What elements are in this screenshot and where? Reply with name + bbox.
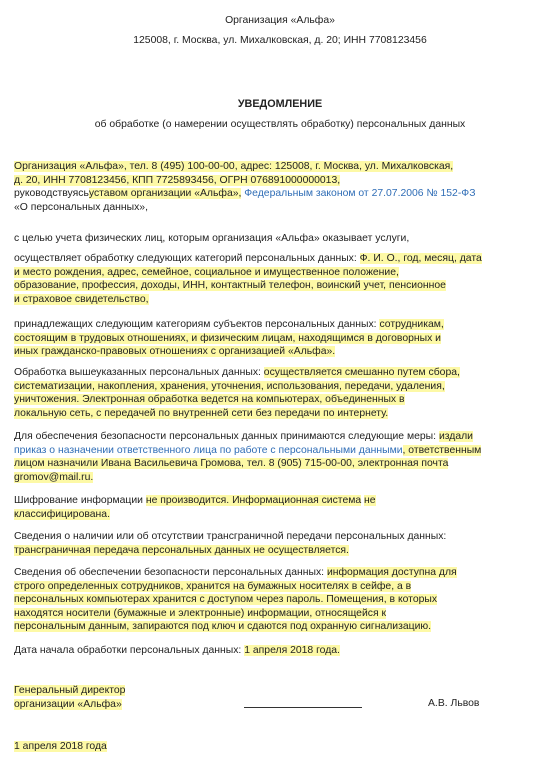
start-date-label: Дата начала обработки персональных данных: — [14, 645, 242, 656]
categories-intro: осуществляет обработку следующих категорий персональных данных: — [14, 253, 357, 264]
law-name: «О персональных данных», — [14, 201, 148, 213]
signer-name: А.В. Львов — [428, 698, 480, 709]
security-info-line-4: находятся носители (бумажные и электронные) информации, относящейся к — [14, 607, 387, 619]
signature-block — [14, 684, 544, 714]
header-address: 125008, г. Москва, ул. Михалковская, д. 20; ИНН 7708123456 — [133, 34, 427, 46]
paragraph-crossborder — [14, 530, 534, 557]
encryption-label: Шифрование информации — [14, 495, 143, 506]
paragraph-encryption — [14, 494, 534, 521]
paragraph-data-categories — [14, 252, 534, 306]
categories-line-4: и страховое свидетельство, — [14, 293, 149, 305]
paragraph-security-info — [14, 566, 534, 634]
measures-start: издали — [438, 431, 473, 442]
document-date: 1 апреля 2018 года — [14, 741, 107, 752]
signer-position-line-1: Генеральный директор — [14, 685, 126, 696]
security-info-intro: Сведения об обеспечении безопасности персональных данных: — [14, 567, 325, 578]
guided-by-text: руководствуясь — [14, 188, 89, 200]
charter-text: уставом организации «Альфа», — [88, 188, 242, 200]
paragraph-organization — [14, 160, 534, 214]
processing-line-2: систематизации, накопления, хранения, уточнения, использования, передачи, удаления, — [14, 380, 445, 392]
paragraph-processing — [14, 366, 534, 420]
subjects-line-2: состоящим в трудовых отношениях, и физическим лицам, находящимся в договорных и — [14, 332, 441, 344]
document-title-block — [0, 98, 560, 131]
federal-law-link[interactable]: Федеральным законом от 27.07.2006 № 152-ФЗ — [244, 188, 476, 200]
signer-position-line-2: организации «Альфа» — [14, 698, 122, 710]
paragraph-purpose — [14, 232, 534, 246]
processing-line-3: уничтожения. Электронная обработка ведется на компьютерах, объединенных в — [14, 394, 405, 406]
categories-line-3: образование, профессия, доходы, ИНН, контактный телефон, воинский учет, пенсионное — [14, 280, 446, 292]
header-org: Организация «Альфа» — [225, 15, 335, 26]
paragraph-subjects — [14, 318, 534, 359]
start-date-value: 1 апреля 2018 года. — [244, 645, 340, 656]
crossborder-label: Сведения о наличии или об отсутствии трансграничной передачи персональных данных: — [14, 531, 447, 542]
document-title: УВЕДОМЛЕНИЕ — [237, 98, 323, 110]
classification-value: классифицирована. — [14, 508, 110, 520]
signature-line — [244, 697, 362, 708]
security-info-line-5: персональным данным, запираются под ключ и сдаются под охранную сигнализацию. — [14, 621, 432, 633]
encryption-value: не производится. Информационная система — [145, 495, 362, 506]
crossborder-value: трансграничная передача персональных данных не осуществляется. — [14, 544, 349, 556]
subjects-intro: принадлежащих следующим категориям субъектов персональных данных: — [14, 319, 377, 330]
document-date-block — [14, 740, 534, 754]
org-details-line-2: д. 20, ИНН 7708123456, КПП 7725893456, ОГРН 076891000000013, — [14, 174, 341, 186]
subjects-line-3: иных гражданско-правовых отношениях с организацией «Альфа». — [14, 346, 336, 358]
order-link[interactable]: приказ о назначении ответственного лица по работе с персональными данными — [14, 444, 403, 456]
security-info-line-3: персональных компьютерах хранится с доступом через пароль. Помещения, в которых — [14, 594, 438, 606]
processing-start: осуществляется смешанно путем сбора, — [263, 367, 460, 378]
purpose-text: с целью учета физических лиц, которым организация «Альфа» оказывает услуги, — [14, 233, 410, 244]
subjects-start: сотрудникам, — [379, 319, 444, 330]
org-details-line-1: Организация «Альфа», тел. 8 (495) 100-00-00, адрес: 125008, г. Москва, ул. Михалковская, — [14, 161, 454, 172]
processing-line-4: локальную сеть, с передачей по внутренней сети без передачи по интернету. — [14, 407, 389, 419]
document-subtitle: об обработке (о намерении осуществлять обработку) персональных данных — [94, 118, 466, 130]
measures-line-2-tail: , ответственным — [402, 444, 482, 456]
paragraph-start-date — [14, 644, 534, 658]
paragraph-security-measures — [14, 430, 534, 484]
processing-intro: Обработка вышеуказанных персональных данных: — [14, 367, 261, 378]
measures-line-3: лицом назначили Ивана Васильевича Громова, тел. 8 (905) 715-00-00, электронная почта — [14, 458, 449, 470]
categories-line-2: и место рождения, адрес, семейное, социальное и имущественное положение, — [14, 266, 399, 278]
measures-intro: Для обеспечения безопасности персональных данных принимаются следующие меры: — [14, 431, 437, 442]
measures-email: gromov@mail.ru. — [14, 471, 94, 483]
categories-start: Ф. И. О., год, месяц, дата — [359, 253, 482, 264]
security-info-start: информация доступна для — [326, 567, 457, 578]
header — [0, 14, 560, 47]
security-info-line-2: строго определенных сотрудников, хранится на бумажных носителях в сейфе, а в — [14, 580, 412, 592]
classification-not: не — [364, 495, 376, 506]
